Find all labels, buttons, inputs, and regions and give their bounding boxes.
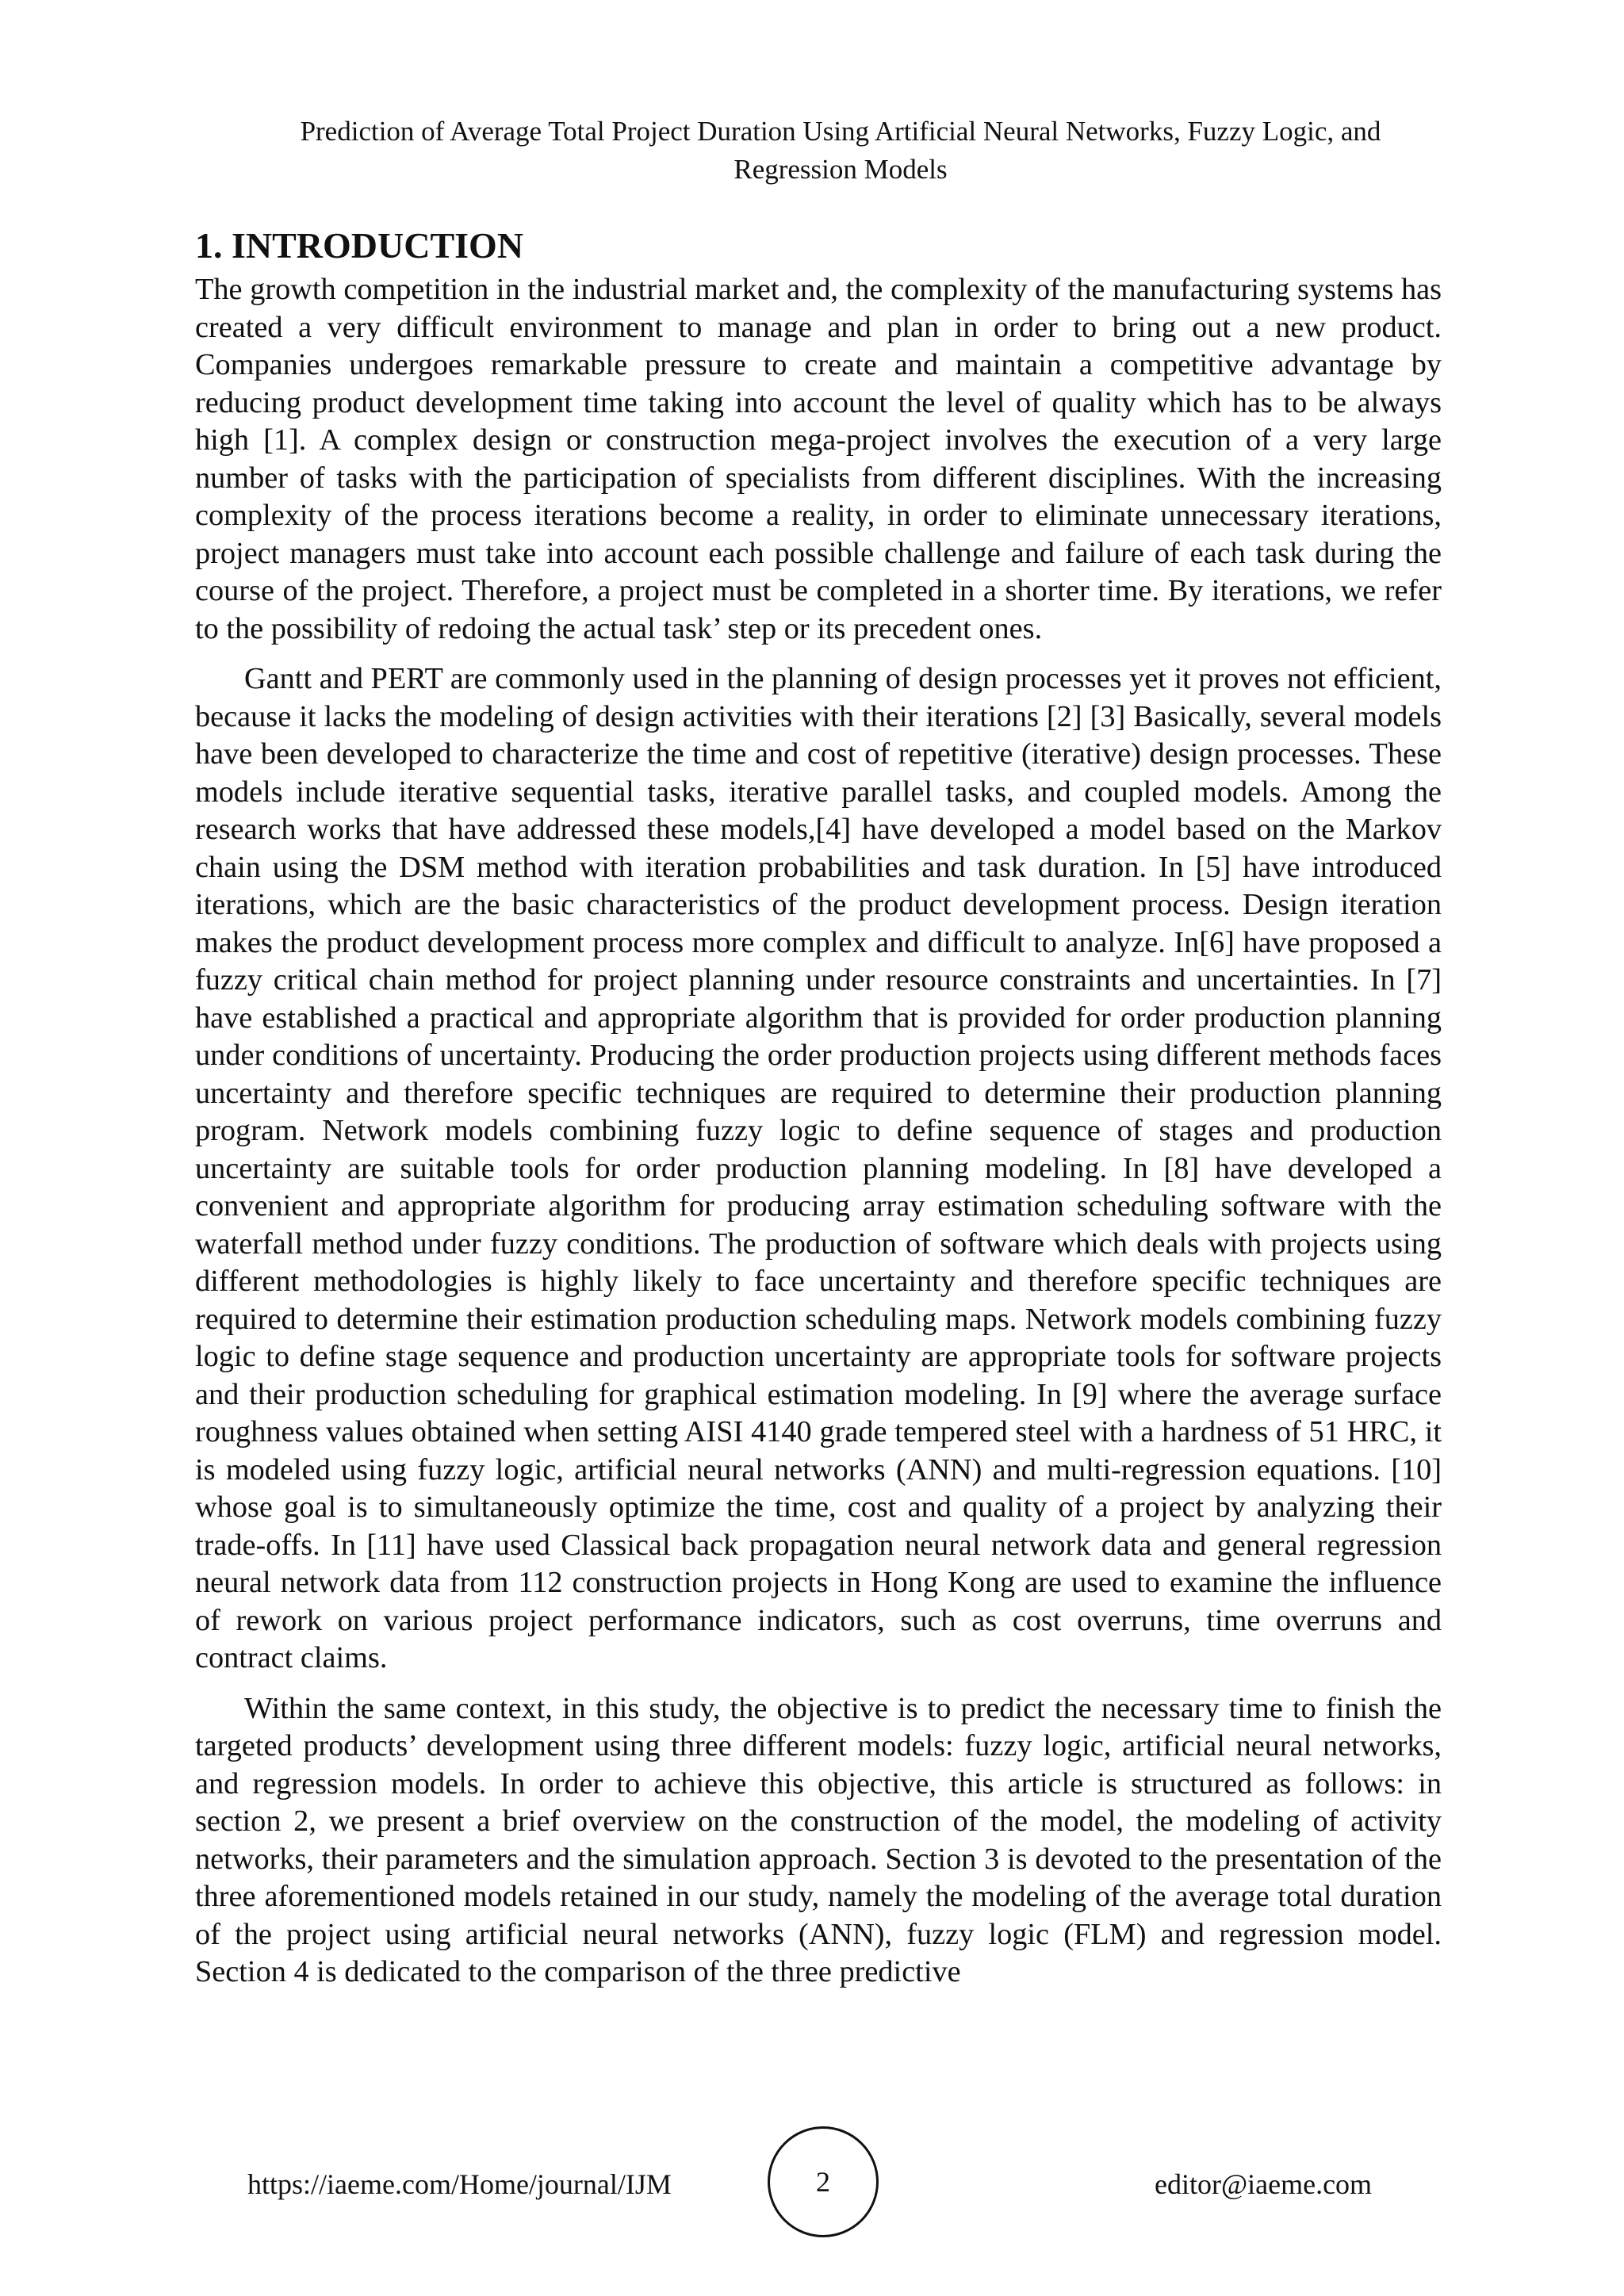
paragraph-2: Gantt and PERT are commonly used in the planning of design processes yet it proves not efficient, because it lacks the modeling of design activities with their iterations [2] [3] Basically, several models have been developed to characterize the time and cost of repetitive (iterative) design processes. These models include iterative sequential tasks, iterative parallel tasks, and coupled models. Among the research works that have addressed these models,[4] have developed a model based on the Markov chain using the DSM method with iteration probabilities and task duration. In [5] have introduced iterations, which are the basic characteristics of the product development process. Design iteration makes the product development process more complex and difficult to analyze. In[6] have proposed a fuzzy critical chain method for project planning under resource constraints and uncertainties. In [7] have established a practical and appropriate algorithm that is provided for order production planning under conditions of uncertainty. Producing the order production projects using different methods faces uncertainty and therefore specific techniques are required to determine their production planning program. Network models combining fuzzy logic to define sequence of stages and production uncertainty are suitable tools for order production planning modeling. In [8] have developed a convenient and appropriate algorithm for producing array estimation scheduling software with the waterfall method under fuzzy conditions. The production of software which deals with projects using different methodologies is highly likely to face uncertainty and therefore specific techniques are required to determine their estimation production scheduling maps. Network models combining fuzzy logic to define stage sequence and production uncertainty are appropriate tools for software projects and their production scheduling for graphical estimation modeling. In [9] where the average surface roughness values obtained when setting AISI 4140 grade tempered steel with a hardness of 51 HRC, it is modeled using fuzzy logic, artificial neural networks (ANN) and multi-regression equations. [10] whose goal is to simultaneously optimize the time, cost and quality of a project by analyzing their trade-offs. In [11] have used Classical back propagation neural network data and general regression neural network data from 112 construction projects in Hong Kong are used to examine the influence of rework on various project performance indicators, such as cost overruns, time overruns and contract claims. (195, 662, 1442, 1674)
footer-email-link[interactable]: editor@iaeme.com (1155, 2168, 1373, 2200)
paragraph-3: Within the same context, in this study, the objective is to predict the necessary time to finish the targeted products’ development using three different models: fuzzy logic, artificial neural networks, and regression models. In order to achieve this objective, this article is structured as follows: in section 2, we present a brief overview on the construction of the model, the modeling of activity networks, their parameters and the simulation approach. Section 3 is devoted to the presentation of the three aforementioned models retained in our study, namely the modeling of the average total duration of the project using artificial neural networks (ANN), fuzzy logic (FLM) and regression model. Section 4 is dedicated to the comparison of the three predictive (195, 1691, 1442, 1988)
article-body (195, 214, 1442, 2004)
page-number (768, 2126, 879, 2237)
section-heading: 1. INTRODUCTION (195, 225, 524, 266)
footer-journal-link[interactable]: https://iaeme.com/Home/journal/IJM (247, 2168, 672, 2200)
page-number-label: 2 (816, 2166, 830, 2198)
page-footer (0, 2126, 1624, 2245)
running-header: Prediction of Average Total Project Duration Using Artificial Neural Networks, Fuzzy Logic, and Regression Models (300, 116, 1381, 185)
paragraph-1: The growth competition in the industrial market and, the complexity of the manufacturing systems has created a very difficult environment to manage and plan in order to bring out a new product. Companies undergoes remarkable pressure to create and maintain a competitive advantage by reducing product development time taking into account the level of quality which has to be always high [1]. A complex design or construction mega-project involves the execution of a very large number of tasks with the participation of specialists from different disciplines. With the increasing complexity of the process iterations become a reality, in order to eliminate unnecessary iterations, project managers must take into account each possible challenge and failure of each task during the course of the project. Therefore, a project must be completed in a shorter time. By iterations, we refer to the possibility of redoing the actual task’ step or its precedent ones. (195, 273, 1442, 645)
